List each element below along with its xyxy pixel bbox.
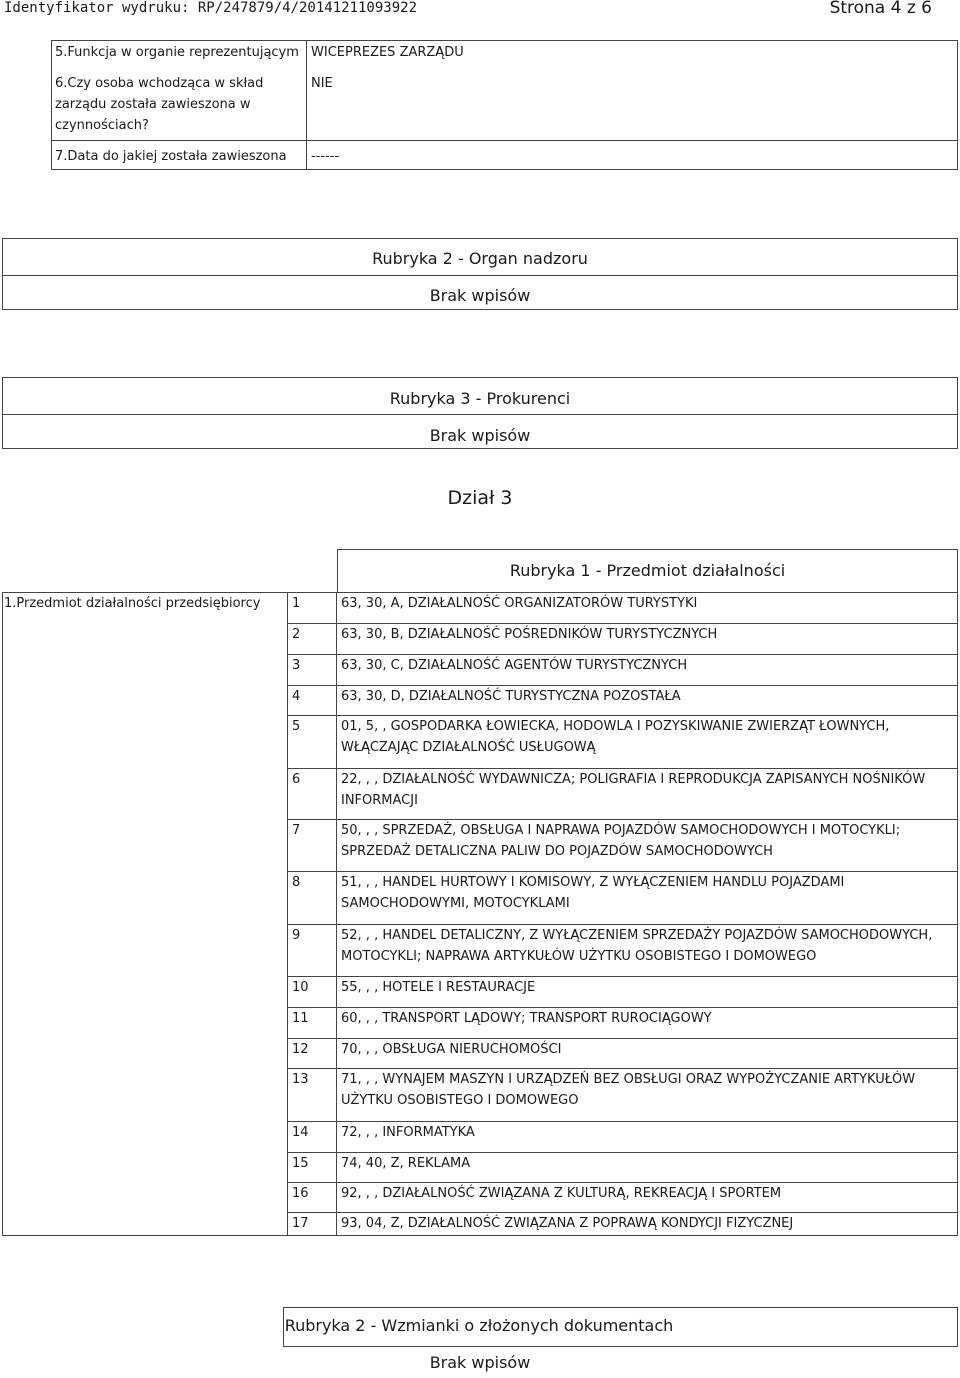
activity-number: 1	[292, 596, 301, 611]
activity-description: 63, 30, C, DZIAŁALNOŚĆ AGENTÓW TURYSTYCZNYCH	[341, 658, 688, 673]
activity-description: 60, , , TRANSPORT LĄDOWY; TRANSPORT RUROCIĄGOWY	[341, 1011, 712, 1026]
activity-description: 92, , , DZIAŁALNOŚĆ ZWIĄZANA Z KULTURĄ, REKREACJĄ I SPORTEM	[341, 1186, 782, 1201]
activity-description: 22, , , DZIAŁALNOŚĆ WYDAWNICZA; POLIGRAFIA I REPRODUKCJA ZAPISANYCH NOŚNIKÓW INFORMACJI	[341, 772, 926, 808]
activity-description: 72, , , INFORMATYKA	[341, 1125, 475, 1140]
division-3-title: Dział 3	[447, 487, 513, 509]
suspended-value: NIE	[311, 76, 333, 91]
row-separator	[287, 1212, 958, 1213]
page-number: Strona 4 z 6	[829, 0, 932, 18]
row-separator	[287, 1038, 958, 1039]
row-separator	[287, 654, 958, 655]
function-value: WICEPREZES ZARZĄDU	[311, 45, 464, 60]
documents-empty: Brak wpisów	[429, 1353, 531, 1372]
activity-number: 10	[292, 980, 309, 995]
activity-number: 5	[292, 719, 301, 734]
activity-number: 2	[292, 627, 301, 642]
activity-number: 15	[292, 1156, 309, 1171]
row-separator	[287, 715, 958, 716]
activity-description: 71, , , WYNAJEM MASZYN I URZĄDZEŃ BEZ OBSŁUGI ORAZ WYPOŻYCZANIE ARTYKUŁÓW UŻYTKU OSOBISTEGO I DOMOWEGO	[341, 1072, 916, 1108]
proxies-title: Rubryka 3 - Prokurenci	[389, 389, 571, 408]
activity-description: 63, 30, D, DZIAŁALNOŚĆ TURYSTYCZNA POZOSTAŁA	[341, 689, 681, 704]
business-activity-label: 1.Przedmiot działalności przedsiębiorcy	[4, 596, 261, 611]
print-identifier: Identyfikator wydruku: RP/247879/4/20141211093922	[4, 0, 418, 16]
activity-number: 13	[292, 1072, 309, 1087]
activity-number: 9	[292, 928, 301, 943]
activity-description: 70, , , OBSŁUGA NIERUCHOMOŚCI	[341, 1042, 562, 1057]
row-separator	[287, 924, 958, 925]
activity-description: 63, 30, A, DZIAŁALNOŚĆ ORGANIZATORÓW TURYSTYKI	[341, 596, 698, 611]
row-separator	[287, 819, 958, 820]
activity-number: 16	[292, 1186, 309, 1201]
row-separator	[287, 623, 958, 624]
activity-description: 63, 30, B, DZIAŁALNOŚĆ POŚREDNIKÓW TURYSTYCZNYCH	[341, 627, 718, 642]
business-activity-title: Rubryka 1 - Przedmiot działalności	[509, 561, 786, 580]
row-separator	[287, 1068, 958, 1069]
supervisory-body-title: Rubryka 2 - Organ nadzoru	[372, 249, 588, 268]
activity-description: 74, 40, Z, REKLAMA	[341, 1156, 471, 1171]
row-separator	[287, 871, 958, 872]
suspended-label: 6.Czy osoba wchodząca w skład zarządu została zawieszona w czynnościach?	[55, 76, 264, 133]
row-separator	[287, 1007, 958, 1008]
row-separator	[287, 1182, 958, 1183]
activity-number: 6	[292, 772, 301, 787]
activity-description: 51, , , HANDEL HURTOWY I KOMISOWY, Z WYŁĄCZENIEM HANDLU POJAZDAMI SAMOCHODOWYMI, MOTOCYKLAMI	[341, 875, 845, 911]
proxies-empty: Brak wpisów	[429, 426, 531, 445]
function-label: 5.Funkcja w organie reprezentującym	[55, 45, 299, 60]
suspended-until-value: ------	[311, 149, 340, 164]
documents-title: Rubryka 2 - Wzmianki o złożonych dokumentach	[284, 1316, 674, 1335]
row-separator	[287, 1121, 958, 1122]
activity-description: 55, , , HOTELE I RESTAURACJE	[341, 980, 536, 995]
row-separator	[287, 768, 958, 769]
activity-number: 3	[292, 658, 301, 673]
supervisory-body-empty: Brak wpisów	[429, 286, 531, 305]
suspended-until-label: 7.Data do jakiej została zawieszona	[55, 149, 287, 164]
activity-description: 01, 5, , GOSPODARKA ŁOWIECKA, HODOWLA I POZYSKIWANIE ZWIERZĄT ŁOWNYCH, WŁĄCZAJĄC DZIAŁALNOŚĆ USŁUGOWĄ	[341, 719, 890, 755]
activity-number: 8	[292, 875, 301, 890]
activity-number: 14	[292, 1125, 309, 1140]
activity-number: 7	[292, 823, 301, 838]
activity-description: 52, , , HANDEL DETALICZNY, Z WYŁĄCZENIEM SPRZEDAŻY POJAZDÓW SAMOCHODOWYCH, MOTOCYKLI; NAPRAWA ARTYKUŁÓW UŻYTKU OSOBISTEGO I DOMOWEGO	[341, 928, 933, 964]
activity-description: 50, , , SPRZEDAŻ, OBSŁUGA I NAPRAWA POJAZDÓW SAMOCHODOWYCH I MOTOCYKLI; SPRZEDAŻ DETALICZNA PALIW DO POJAZDÓW SAMOCHODOWYCH	[341, 823, 901, 859]
activity-number: 12	[292, 1042, 309, 1057]
activity-number: 17	[292, 1216, 309, 1231]
activity-number: 11	[292, 1011, 309, 1026]
row-separator	[287, 685, 958, 686]
activity-description: 93, 04, Z, DZIAŁALNOŚĆ ZWIĄZANA Z POPRAWĄ KONDYCJI FIZYCZNEJ	[341, 1216, 794, 1231]
row-separator	[287, 1152, 958, 1153]
activity-number: 4	[292, 689, 301, 704]
row-separator	[287, 976, 958, 977]
